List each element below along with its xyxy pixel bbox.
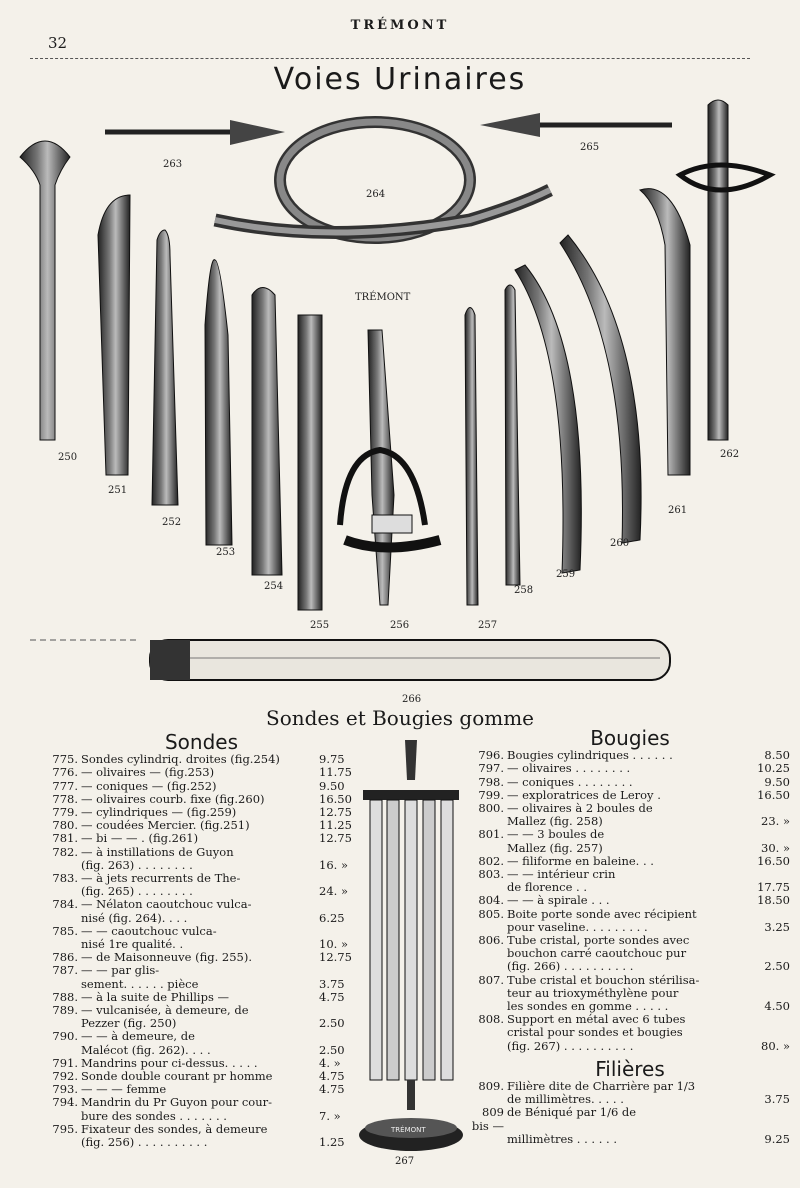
fig-253-catheter: [205, 260, 232, 545]
item-description: nisé 1re qualité. .: [81, 937, 184, 952]
item-description: — — à demeure, de: [81, 1029, 195, 1044]
item-description: Fixateur des sondes, à demeure: [81, 1121, 268, 1136]
item-description: — vulcanisée, à demeure, de: [81, 1003, 249, 1018]
item-description: — de Maisonneuve (fig. 255).: [81, 950, 253, 965]
item-price: 9.50: [319, 778, 345, 793]
page-number: 32: [48, 34, 68, 52]
bougies-title: Bougies: [590, 726, 670, 750]
fig-267-support: [355, 740, 467, 1160]
fig-250-catheter: [20, 141, 70, 440]
item-price: 16.50: [757, 853, 790, 868]
sondes-column: [44, 730, 359, 1150]
fig-label-259: 259: [556, 569, 576, 580]
item-price: 9.50: [764, 774, 790, 789]
item-description: Tube cristal, porte sondes avec: [507, 933, 690, 948]
item-number: 788.: [52, 989, 78, 1004]
item-price: 4.50: [764, 999, 790, 1014]
item-description: — — par glis-: [81, 963, 160, 978]
item-number: 805.: [478, 906, 504, 921]
item-description: Malécot (fig. 262). . . .: [81, 1042, 211, 1057]
item-description: — — intérieur crin: [507, 867, 616, 882]
fig-263-rod: [105, 120, 285, 145]
item-description: — coudées Mercier. (fig.251): [81, 818, 250, 833]
item-number: 794.: [52, 1095, 78, 1110]
item-number: 796.: [478, 748, 504, 763]
item-number: 808.: [478, 1012, 504, 1027]
item-description: Sondes cylindriq. droites (fig.254): [81, 752, 280, 767]
item-price: 16. »: [319, 857, 348, 872]
item-number: 787.: [52, 963, 78, 978]
header-rule: [30, 58, 750, 59]
fig-257-bougie: [465, 308, 478, 606]
fig-label-255: 255: [310, 620, 330, 631]
catalog-item-continuation: [44, 1136, 359, 1149]
fig-label-263: 263: [163, 159, 183, 170]
item-description: (fig. 267) . . . . . . . . . .: [507, 1038, 634, 1053]
item-description: — à la suite de Phillips —: [81, 989, 230, 1004]
item-price: 4.75: [319, 989, 345, 1004]
item-description: Pezzer (fig. 250): [81, 1016, 177, 1031]
item-number: 795.: [52, 1121, 78, 1136]
item-description: — olivaires — (fig.253): [81, 765, 215, 780]
catalog-item: [44, 898, 359, 911]
fig-label-265: 265: [580, 142, 600, 153]
fig-label-257: 257: [478, 620, 498, 631]
item-price: 16.50: [757, 787, 790, 802]
item-description: — coniques — (fig.252): [81, 778, 217, 793]
item-description: sement. . . . . . pièce: [81, 976, 199, 991]
item-description: Support en métal avec 6 tubes: [507, 1012, 686, 1027]
item-number: 807.: [478, 972, 504, 987]
item-description: (fig. 256) . . . . . . . . . .: [81, 1135, 208, 1150]
item-description: Mallez (fig. 258): [507, 814, 603, 829]
item-description: les sondes en gomme . . . . .: [507, 999, 669, 1014]
sondes-title: Sondes: [164, 730, 239, 754]
catalog-item: [44, 766, 359, 779]
item-price: 23. »: [761, 814, 790, 829]
item-price: 7. »: [319, 1108, 341, 1123]
item-description: — olivaires . . . . . . . .: [507, 761, 631, 776]
item-description: — — 3 boules de: [507, 827, 605, 842]
item-number: 786.: [52, 950, 78, 965]
fig-261-catheter: [640, 189, 690, 475]
item-number: 780.: [52, 818, 78, 833]
fig-label-260: 260: [610, 538, 630, 549]
catalog-item: [470, 908, 790, 921]
item-price: 9.25: [764, 1131, 790, 1146]
item-price: 12.75: [319, 831, 352, 846]
catalog-item: [44, 846, 359, 859]
item-description: millimètres . . . . . .: [507, 1131, 618, 1146]
catalog-item: [470, 776, 790, 789]
catalog-item-continuation: [470, 842, 790, 855]
item-price: 10.25: [757, 761, 790, 776]
item-number: 804.: [478, 893, 504, 908]
catalog-item-continuation: [470, 1040, 790, 1053]
item-description: — cylindriques — (fig.259): [81, 805, 237, 820]
item-number: 790.: [52, 1029, 78, 1044]
item-price: 2.50: [319, 1042, 345, 1057]
item-number: 775.: [52, 752, 78, 767]
item-description: de Béniqué par 1/6 de: [507, 1105, 637, 1120]
item-price: 11.75: [319, 765, 352, 780]
item-description: — exploratrices de Leroy .: [507, 787, 661, 802]
fig-label-262: 262: [720, 449, 740, 460]
item-price: 8.50: [764, 748, 790, 763]
item-description: teur au trioxyméthylène pour: [507, 985, 679, 1000]
item-number: 783.: [52, 871, 78, 886]
item-number: 782.: [52, 844, 78, 859]
catalog-item-continuation: [470, 1026, 790, 1039]
catalog-item-continuation: [470, 960, 790, 973]
catalog-item: [44, 1030, 359, 1043]
fig-265-rod: [480, 113, 672, 137]
fig-266-tube: [30, 640, 670, 680]
instrument-plate: [0, 95, 800, 705]
fig-label-267: 267: [395, 1156, 415, 1167]
fig-label-254: 254: [264, 581, 284, 592]
filieres-title: Filières: [595, 1056, 665, 1081]
fig-255-catheter: [298, 315, 322, 610]
item-price: 9.75: [319, 752, 345, 767]
catalog-item-continuation: [44, 1044, 359, 1057]
item-description: — — caoutchouc vulca-: [81, 923, 217, 938]
fig-label-250: 250: [58, 452, 78, 463]
item-description: — — à spirale . . .: [507, 893, 610, 908]
item-price: 3.75: [319, 976, 345, 991]
catalog-item-continuation: [44, 978, 359, 991]
fig-256-fixator: [340, 330, 440, 605]
item-description: — filiforme en baleine. . .: [507, 853, 654, 868]
item-number: 779.: [52, 805, 78, 820]
item-description: — Nélaton caoutchouc vulca-: [81, 897, 252, 912]
fig-252-catheter: [152, 230, 178, 505]
item-number: 776.: [52, 765, 78, 780]
fig-label-261: 261: [668, 505, 688, 516]
item-price: 3.75: [764, 1092, 790, 1107]
item-number: 806.: [478, 933, 504, 948]
fig-264-catheter: [215, 122, 550, 238]
catalog-item: [470, 828, 790, 841]
item-description: Mandrins pour ci-dessus. . . . .: [81, 1055, 258, 1070]
item-price: 4.75: [319, 1069, 345, 1084]
item-number: 793.: [52, 1082, 78, 1097]
fig-258-bougie: [505, 285, 520, 585]
item-description: Boite porte sonde avec récipient: [507, 906, 697, 921]
item-description: (fig. 266) . . . . . . . . . .: [507, 959, 634, 974]
item-description: (fig. 263) . . . . . . . .: [81, 857, 193, 872]
item-number: 803.: [478, 867, 504, 882]
item-price: 30. »: [761, 840, 790, 855]
fig-label-253: 253: [216, 547, 236, 558]
item-description: — bi — — . (fig.261): [81, 831, 199, 846]
item-description: de millimètres. . . . .: [507, 1092, 624, 1107]
item-description: cristal pour sondes et bougies: [507, 1025, 683, 1040]
plate-stamp: TRÉMONT: [355, 292, 411, 303]
item-description: pour vaseline. . . . . . . . .: [507, 919, 648, 934]
catalog-item: [470, 1106, 790, 1132]
page-header: [0, 18, 800, 52]
item-number: 778.: [52, 791, 78, 806]
item-number: 802.: [478, 853, 504, 868]
fig-259-catheter: [515, 265, 581, 573]
item-price: 11.25: [319, 818, 352, 833]
item-number: 781.: [52, 831, 78, 846]
item-description: (fig. 265) . . . . . . . .: [81, 884, 193, 899]
catalog-item: [44, 832, 359, 845]
catalog-item-continuation: [470, 1133, 790, 1146]
subtitle: Sondes et Bougies gomme: [266, 706, 534, 730]
instruments-illustration: [0, 95, 800, 705]
item-number: 809.: [478, 1079, 504, 1094]
fig-label-258: 258: [514, 585, 534, 596]
item-price: 24. »: [319, 884, 348, 899]
item-number: 777.: [52, 778, 78, 793]
section-title: Voies Urinaires: [273, 62, 527, 97]
catalog-item: [44, 780, 359, 793]
catalog-item: [44, 964, 359, 977]
item-number: 791.: [52, 1055, 78, 1070]
item-description: — olivaires courb. fixe (fig.260): [81, 791, 265, 806]
fig-label-251: 251: [108, 485, 128, 496]
fig-254-catheter: [252, 288, 282, 576]
fig-label-256: 256: [390, 620, 410, 631]
carousel-stamp: TRÉMONT: [391, 1126, 426, 1134]
item-description: de florence . .: [507, 880, 587, 895]
item-description: Mallez (fig. 257): [507, 840, 603, 855]
item-number: 784.: [52, 897, 78, 912]
item-price: 6.25: [319, 910, 345, 925]
catalog-item: [470, 974, 790, 987]
fig-251-catheter: [98, 195, 130, 475]
item-number: 785.: [52, 923, 78, 938]
item-number: 809 bis —: [471, 1105, 504, 1133]
item-price: 12.75: [319, 950, 352, 965]
item-number: 789.: [52, 1003, 78, 1018]
item-number: 797.: [478, 761, 504, 776]
item-price: 3.25: [764, 919, 790, 934]
item-description: Tube cristal et bouchon stérilisa-: [507, 972, 700, 987]
item-number: 792.: [52, 1069, 78, 1084]
item-price: 4. »: [319, 1055, 341, 1070]
item-description: Mandrin du Pr Guyon pour cour-: [81, 1095, 273, 1110]
item-price: 16.50: [319, 791, 352, 806]
item-price: 18.50: [757, 893, 790, 908]
item-description: bouchon carré caoutchouc pur: [507, 946, 687, 961]
item-description: — coniques . . . . . . . .: [507, 774, 633, 789]
item-price: 17.75: [757, 880, 790, 895]
item-description: — — — femme: [81, 1082, 167, 1097]
item-price: 4.75: [319, 1082, 345, 1097]
item-description: — à jets recurrents de The-: [81, 871, 241, 886]
item-price: 10. »: [319, 937, 348, 952]
item-price: 12.75: [319, 805, 352, 820]
fig-label-264: 264: [366, 189, 386, 200]
item-description: — olivaires à 2 boules de: [507, 801, 653, 816]
item-number: 801.: [478, 827, 504, 842]
item-description: bure des sondes . . . . . . .: [81, 1108, 227, 1123]
item-description: Bougies cylindriques . . . . . .: [507, 748, 673, 763]
item-price: 2.50: [764, 959, 790, 974]
fig-label-266: 266: [402, 694, 422, 705]
item-number: 800.: [478, 801, 504, 816]
item-number: 799.: [478, 787, 504, 802]
fig-label-252: 252: [162, 517, 182, 528]
catalog-item: [470, 894, 790, 907]
item-description: Sonde double courant pr homme: [81, 1069, 273, 1084]
item-price: 2.50: [319, 1016, 345, 1031]
item-description: Filière dite de Charrière par 1/3: [507, 1079, 696, 1094]
item-number: 798.: [478, 774, 504, 789]
item-description: nisé (fig. 264). . . .: [81, 910, 188, 925]
catalog-item: [44, 1096, 359, 1109]
catalog-item-continuation: [44, 1110, 359, 1123]
catalog-item: [470, 762, 790, 775]
bougies-column: [470, 726, 790, 1146]
catalog-item-continuation: [44, 912, 359, 925]
brand-header: TRÉMONT: [350, 18, 450, 33]
item-price: 1.25: [319, 1135, 345, 1150]
item-description: — à instillations de Guyon: [81, 844, 234, 859]
fig-262-catheter: [680, 100, 770, 440]
item-price: 80. »: [761, 1038, 790, 1053]
